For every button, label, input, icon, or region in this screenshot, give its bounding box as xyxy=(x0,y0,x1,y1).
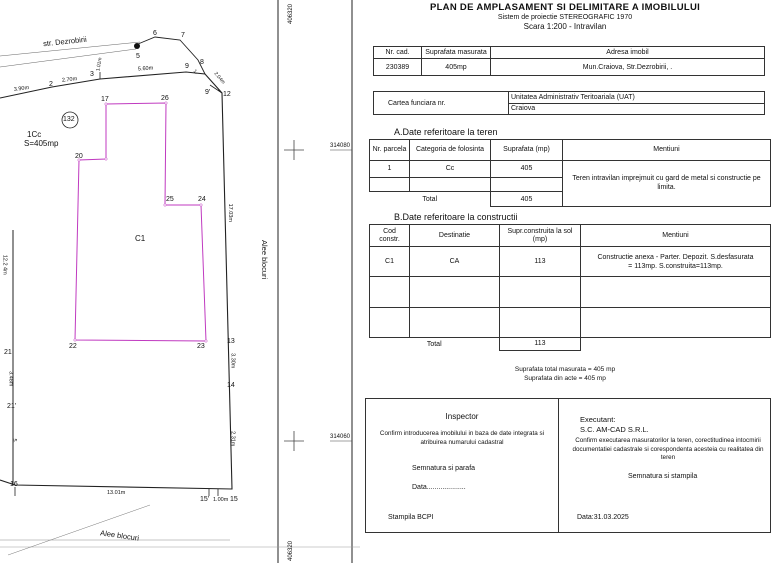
point-label: 23 xyxy=(197,343,205,350)
point-label: 25 xyxy=(166,196,174,203)
table-cell xyxy=(410,307,500,337)
table-cell xyxy=(491,177,563,192)
table-header: Categoria de folosinta xyxy=(410,140,491,161)
table-cell: 1 xyxy=(370,160,410,177)
uat-label: Unitatea Administrativ Teritoariala (UAT) xyxy=(509,92,765,104)
table-header: Adresa imobil xyxy=(491,47,765,59)
point-label: 15' xyxy=(200,496,210,503)
distance-label: 13.01m xyxy=(107,490,126,496)
distance-label: 2.70m xyxy=(61,76,78,84)
executant-title: Executant: xyxy=(580,415,616,424)
point-label: 8 xyxy=(200,59,204,66)
distance-label: 3.90m xyxy=(13,84,30,94)
point-label: 3 xyxy=(90,71,94,78)
sheet-title: PLAN DE AMPLASAMENT SI DELIMITARE A IMOBILULUI xyxy=(429,2,701,13)
point-label: 15 xyxy=(230,496,238,503)
point-label: 21' xyxy=(7,403,17,410)
executant-date-label: Data:31.03.2025 xyxy=(577,514,629,521)
table-header: Nr. parcela xyxy=(370,140,410,161)
table-header: Supr.construita la sol (mp) xyxy=(500,225,581,247)
table-cell xyxy=(410,277,500,307)
table-cell: C1 xyxy=(370,247,410,277)
point-label: 14 xyxy=(227,382,235,389)
lot-area-label: S=405mp xyxy=(24,139,59,148)
surface-total-label: Suprafata total masurata = 405 mp xyxy=(514,366,616,373)
inspector-signature-label: Semnatura si parafa xyxy=(412,465,476,472)
distance-label: 2.04m xyxy=(212,70,227,86)
street-top-label: str. Dezrobirii xyxy=(42,34,88,49)
total-value: 113 xyxy=(500,337,581,350)
distance-label: 1.01m xyxy=(95,57,104,72)
total-label: Total xyxy=(370,192,491,207)
point-label: 26 xyxy=(161,95,169,102)
table-cell: Constructie anexa - Parter. Depozit. S.desfasurata = 113mp. S.construita=113mp. xyxy=(581,247,771,277)
construction-table xyxy=(369,224,771,351)
table-cell xyxy=(370,177,410,192)
table-cell xyxy=(500,307,581,337)
cadastral-map xyxy=(0,0,360,563)
table-cell: Teren intravilan imprejmuit cu gard de metal si constructie pe limita. xyxy=(563,160,771,206)
point-label: 5 xyxy=(136,53,140,60)
distance-label: 12.2 4m xyxy=(1,254,8,275)
lot-number-label: 132 xyxy=(63,116,75,123)
table-header: Cod constr. xyxy=(370,225,410,247)
inspector-title: Inspector xyxy=(445,412,479,421)
coord-left-2-label: 314060 xyxy=(330,434,351,440)
distance-label: 2.31m xyxy=(229,431,236,447)
distance-label: 17.03m xyxy=(226,203,233,222)
table-header: Mentiuni xyxy=(563,140,771,161)
inspector-stamp-label: Stampila BCPI xyxy=(388,514,434,521)
section-a-title: A.Date referitoare la teren xyxy=(394,127,498,137)
distance-label: 5.60m xyxy=(137,65,154,73)
point-label: 16 xyxy=(10,481,18,488)
coord-bottom-label: 406320 xyxy=(288,540,294,561)
land-book-table xyxy=(373,91,765,115)
street-right-label: Alee blocuri xyxy=(260,240,269,280)
table-cell: 405mp xyxy=(422,59,491,76)
building-label: C1 xyxy=(135,234,146,243)
cadastral-id-table xyxy=(373,46,765,76)
total-label: Total xyxy=(370,337,500,350)
table-header: Nr. cad. xyxy=(374,47,422,59)
executant-text: Confirm executarea masuratorilor la teren, corectitudinea intocmirii documentatiei cadastrale si corespondenta acesteia cu realitatea din teren xyxy=(572,437,764,461)
table-cell: 230389 xyxy=(374,59,422,76)
distance-label: 5. xyxy=(11,438,18,444)
distance-label: 3.48m xyxy=(7,371,14,387)
executant-signature-label: Semnatura si stampila xyxy=(628,473,698,480)
table-cell xyxy=(581,307,771,337)
point-label: 21 xyxy=(4,349,12,356)
table-cell: Cc xyxy=(410,160,491,177)
point-label: 9 xyxy=(185,63,189,70)
executant-company: S.C. AM-CAD S.R.L. xyxy=(580,425,649,434)
section-b-title: B.Date referitoare la constructii xyxy=(394,212,518,222)
table-cell: 113 xyxy=(500,247,581,277)
table-cell xyxy=(410,177,491,192)
point-label: 7 xyxy=(181,32,185,39)
point-label: 22 xyxy=(69,343,77,350)
table-cell xyxy=(370,307,410,337)
scale-label: Scara 1:200 - Intravilan xyxy=(523,22,607,31)
point-label: 20 xyxy=(75,153,83,160)
table-cell xyxy=(370,277,410,307)
point-label: 9' xyxy=(205,89,211,96)
point-label: 24 xyxy=(198,196,206,203)
street-bottom-label: Alee blocuri xyxy=(99,528,140,543)
projection-label: Sistem de proiectie STEREOGRAFIC 1970 xyxy=(497,14,633,21)
point-label: 17 xyxy=(101,96,109,103)
lot-category-label: 1Cc xyxy=(27,130,42,139)
uat-value: Craiova xyxy=(509,103,765,115)
table-header: Destinatie xyxy=(410,225,500,247)
distance-label: 1.00m xyxy=(213,497,229,503)
coord-left-1-label: 314080 xyxy=(330,143,351,149)
point-label: 12 xyxy=(223,91,231,98)
land-book-label: Cartea funciara nr. xyxy=(374,92,509,115)
table-cell xyxy=(581,277,771,307)
table-header: Suprafata masurata xyxy=(422,47,491,59)
table-cell: Mun.Craiova, Str.Dezrobirii, . xyxy=(491,59,765,76)
point-label: 2 xyxy=(49,81,53,88)
table-cell: CA xyxy=(410,247,500,277)
coord-top-label: 406320 xyxy=(288,3,294,24)
table-header: Mentiuni xyxy=(581,225,771,247)
surface-acts-label: Suprafata din acte = 405 mp xyxy=(524,375,606,382)
distance-label: 3.30m xyxy=(229,353,236,369)
inspector-date-label: Data.................... xyxy=(412,484,466,491)
point-label: 13 xyxy=(227,338,235,345)
table-header: Suprafata (mp) xyxy=(491,140,563,161)
land-table xyxy=(369,139,771,207)
distance-label: 1. xyxy=(191,68,199,76)
inspector-text: Confirm introducerea imobilului in baza de date integrata si atribuirea numarului cadastral xyxy=(379,430,545,446)
point-label: 6 xyxy=(153,30,157,37)
table-cell xyxy=(500,277,581,307)
table-cell: 405 xyxy=(491,160,563,177)
total-value: 405 xyxy=(491,192,563,207)
